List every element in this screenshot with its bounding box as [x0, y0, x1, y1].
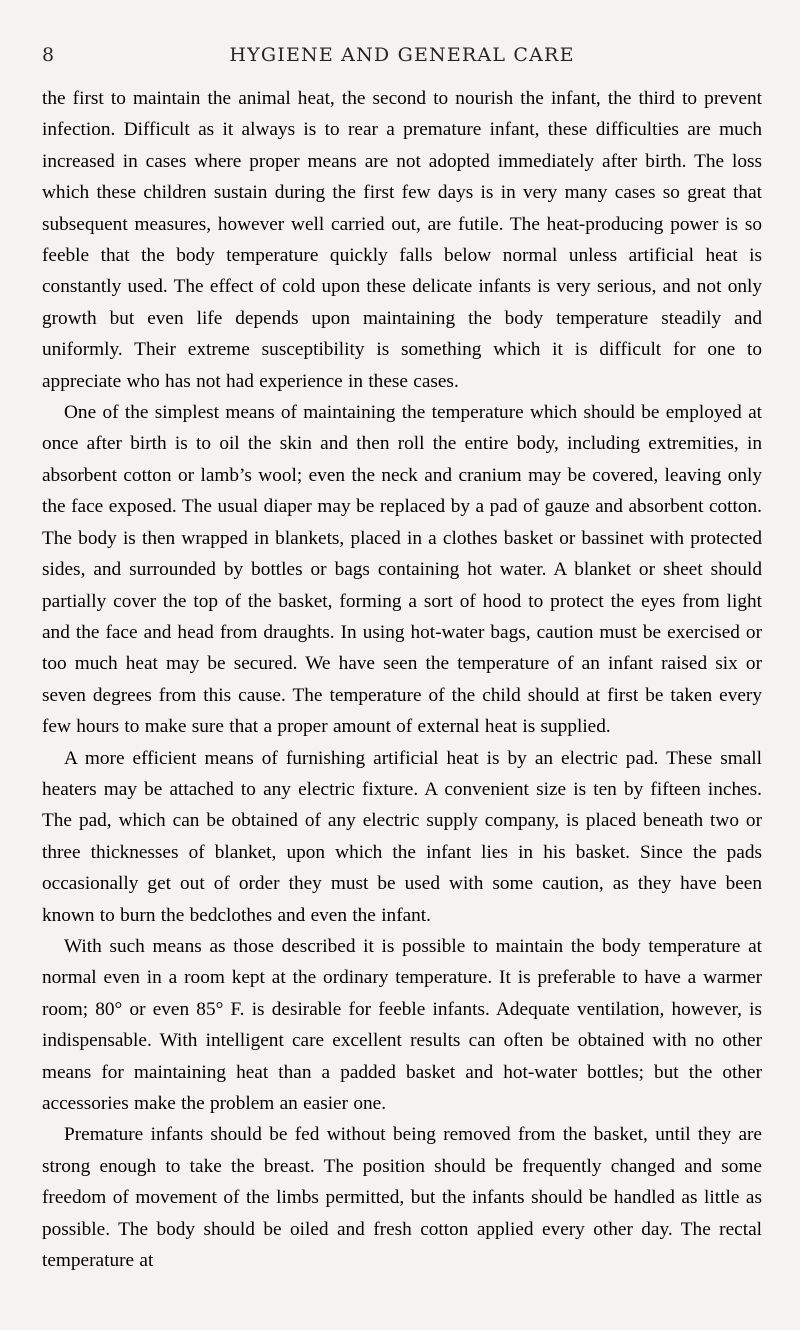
running-title: HYGIENE AND GENERAL CARE [229, 44, 575, 66]
paragraph-1: the first to maintain the animal heat, the second to nourish the infant, the third to prevent infection. Difficult as it always is to rear a premature infant, these difficulties are much increased in cases where proper means are not adopted immediately after birth. The loss which these children sustain during the first few days is in very many cases so great that subsequent measures, however well carried out, are futile. The heat-producing power is so feeble that the body temperature quickly falls below normal unless artificial heat is constantly used. The effect of cold upon these delicate infants is very serious, and not only growth but even life depends upon maintaining the body temperature steadily and uniformly. Their extreme susceptibility is something which it is difficult for one to appreciate who has not had experience in these cases. [42, 88, 762, 392]
paragraph-3: A more efficient means of furnishing artificial heat is by an electric pad. These small heaters may be attached to any electric fixture. A convenient size is ten by fifteen inches. The pad, which can be obtained of any electric supply company, is placed beneath two or three thicknesses of blanket, upon which the infant lies in his basket. Since the pads occasionally get out of order they must be used with some caution, as they have been known to burn the bedclothes and even the infant. [42, 747, 762, 926]
paragraph-5: Premature infants should be fed without being removed from the basket, until they are strong enough to take the breast. The position should be frequently changed and some freedom of movement of the limbs permitted, but the infants should be handled as little as possible. The body should be oiled and fresh cotton applied every other day. The rectal temperature at [42, 1124, 762, 1272]
page-number: 8 [42, 44, 55, 66]
body-text [42, 83, 762, 1276]
page-header [42, 38, 762, 80]
paragraph-2: One of the simplest means of maintaining the temperature which should be employed at once after birth is to oil the skin and then roll the entire body, including extremities, in absorbent cotton or lamb’s wool; even the neck and cranium may be covered, leaving only the face exposed. The usual diaper may be replaced by a pad of gauze and absorbent cotton. The body is then wrapped in blankets, placed in a clothes basket or bassinet with protected sides, and surrounded by bottles or bags containing hot water. A blanket or sheet should partially cover the top of the basket, forming a sort of hood to protect the eyes from light and the face and head from draughts. In using hot-water bags, caution must be exercised or too much heat may be secured. We have seen the temperature of an infant raised six or seven degrees from this cause. The temperature of the child should at first be taken every few hours to make sure that a proper amount of external heat is supplied. [42, 402, 762, 738]
paragraph-4: With such means as those described it is possible to maintain the body temperature at normal even in a room kept at the ordinary temperature. It is preferable to have a warmer room; 80° or even 85° F. is desirable for feeble infants. Adequate ventilation, however, is indispensable. With intelligent care excellent results can often be obtained with no other means for maintaining heat than a padded basket and hot-water bottles; but the other accessories make the problem an easier one. [42, 935, 762, 1114]
